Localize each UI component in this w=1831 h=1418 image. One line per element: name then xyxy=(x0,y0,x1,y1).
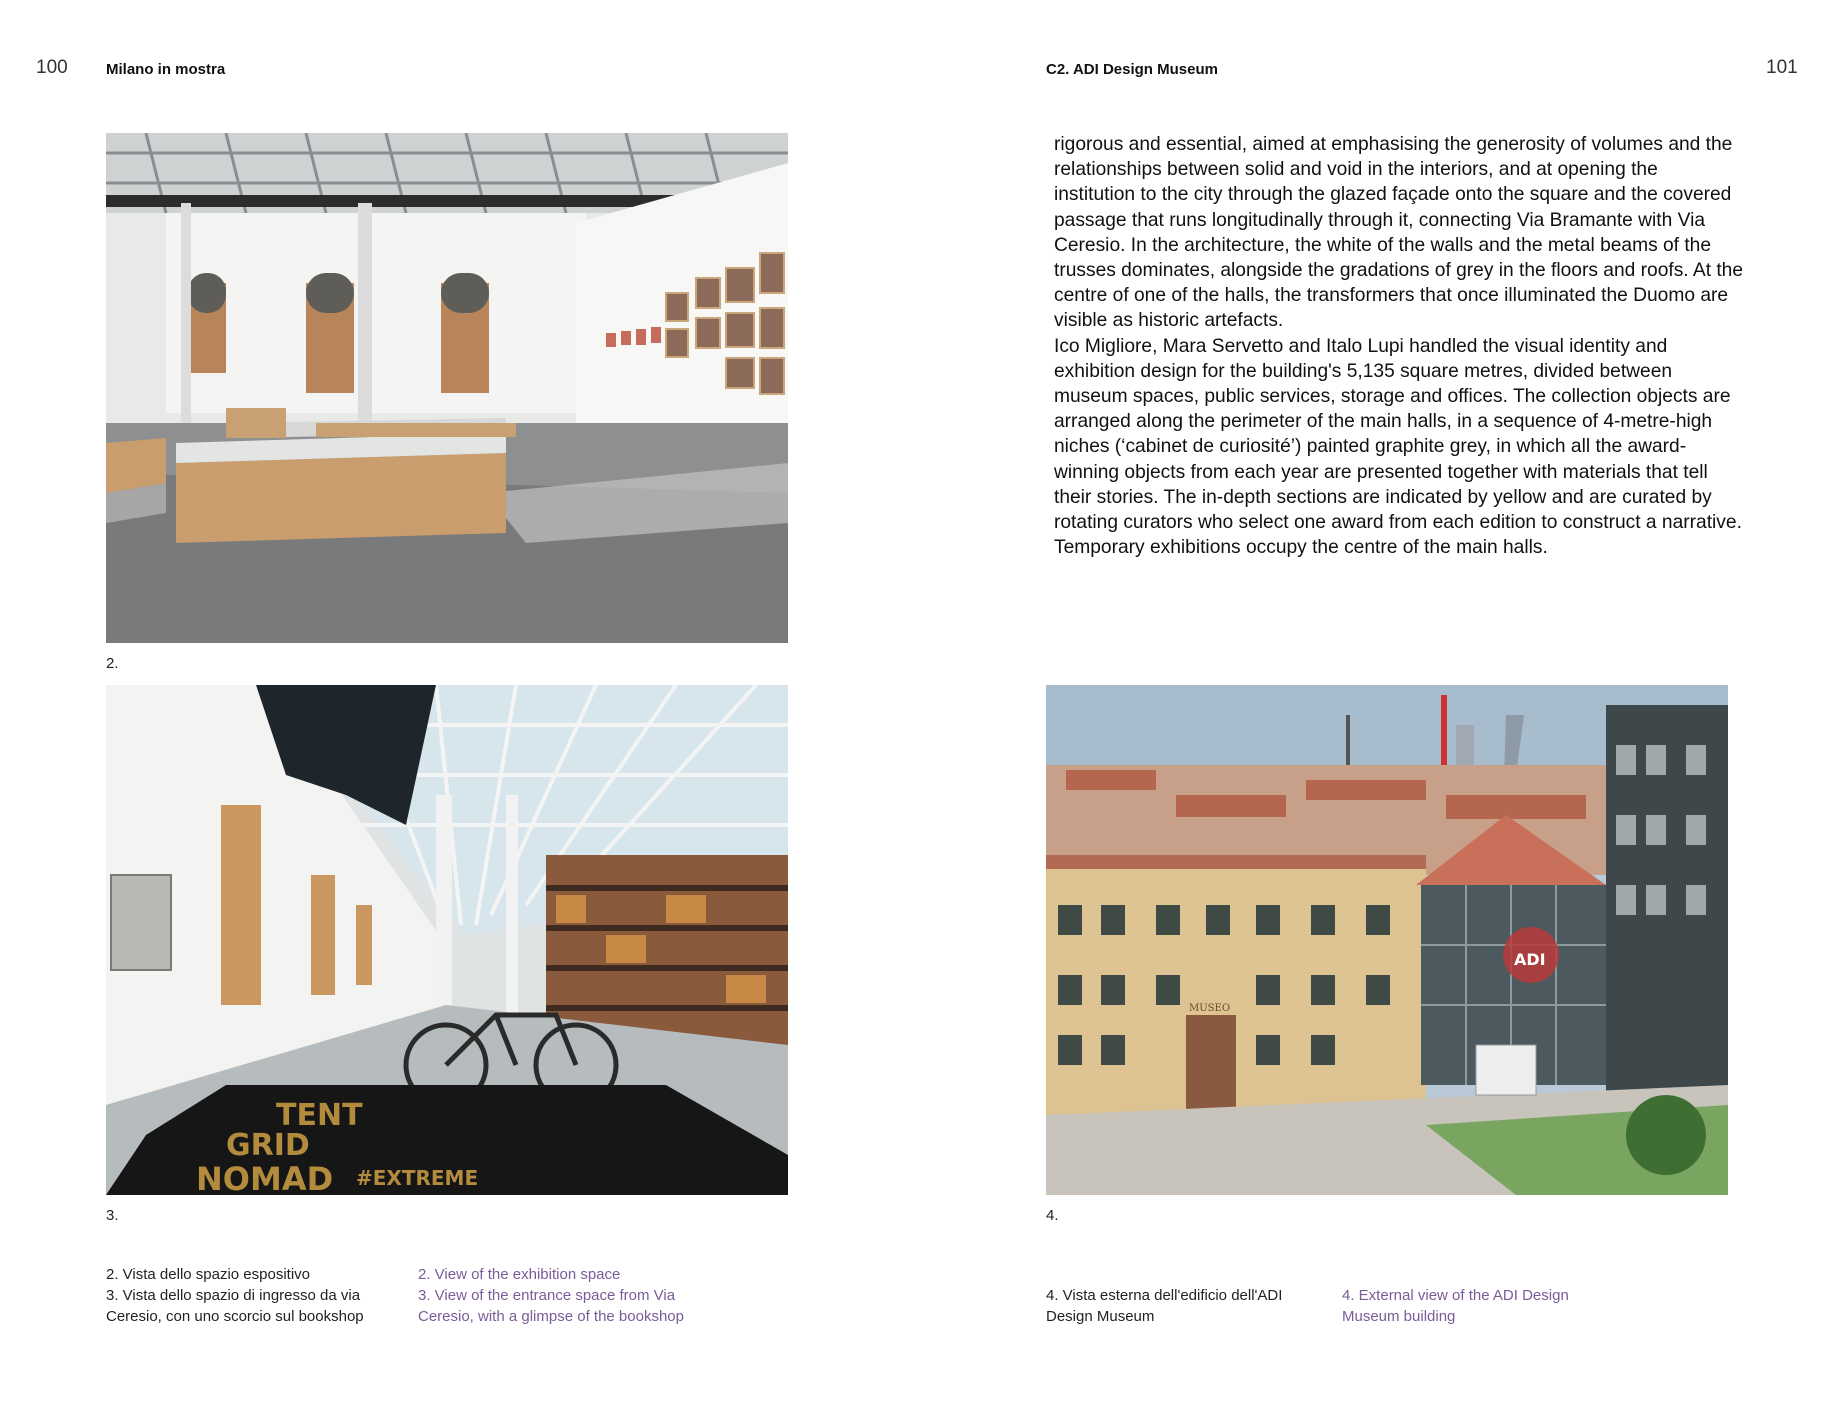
caption-english-right xyxy=(1342,1285,1592,1327)
rug-text-tent: TENT xyxy=(276,1098,363,1133)
paragraph-1: rigorous and essential, aimed at emphasising the generosity of volumes and the relationships between solid and void in the interiors, and at opening the institution to the city through the glazed façade onto the square and the covered passage that runs longitudinally through it, connecting Via Bramante with Via Ceresio. In the architecture, the white of the walls and the metal beams of the trusses dominates, alongside the gradations of grey in the floors and roofs. At the centre of one of the halls, the transformers that once illuminated the Duomo are visible as historic artefacts. xyxy=(1054,134,1744,332)
right-running-head: C2. ADI Design Museum xyxy=(1046,61,1218,78)
caption-en-2: 2. View of the exhibition space xyxy=(418,1266,621,1283)
caption-it-3: 3. Vista dello spazio di ingresso da via Ceresio, con uno scorcio sul bookshop xyxy=(106,1287,364,1325)
right-page-number: 101 xyxy=(1766,57,1798,78)
rug-text-grid: GRID xyxy=(226,1128,310,1163)
museo-sign: MUSEO xyxy=(1189,1003,1231,1014)
figure-4-label: 4. xyxy=(1046,1207,1059,1224)
left-running-head: Milano in mostra xyxy=(106,61,226,78)
rug-text-nomad: NOMAD xyxy=(196,1160,334,1195)
adi-logo-text: ADI xyxy=(1514,950,1546,969)
museum-exterior-photo xyxy=(1046,685,1728,1195)
caption-it-2: 2. Vista dello spazio espositivo xyxy=(106,1266,311,1283)
caption-italian-right xyxy=(1046,1285,1308,1327)
caption-en-4: 4. External view of the ADI Design Museum building xyxy=(1342,1287,1569,1325)
figure-2-label: 2. xyxy=(106,655,119,672)
captions-english-left xyxy=(418,1264,708,1327)
caption-en-3: 3. View of the entrance space from Via Ceresio, with a glimpse of the bookshop xyxy=(418,1287,684,1325)
entrance-passage-photo xyxy=(106,685,788,1195)
figure-3-label: 3. xyxy=(106,1207,119,1224)
captions-italian-left xyxy=(106,1264,378,1327)
paragraph-2: Ico Migliore, Mara Servetto and Italo Lupi handled the visual identity and exhibition design for the building's 5,135 square metres, divided between museum spaces, public services, storage and offices. The collection objects are arranged along the perimeter of the main halls, in a sequence of 4-metre-high niches (‘cabinet de curiosité’) painted graphite grey, in which all the award-winning objects from each year are presented together with materials that tell their stories. The in-depth sections are indicated by yellow and are curated by rotating curators who select one award from each edition to construct a narrative. Temporary exhibitions occupy the centre of the main halls. xyxy=(1054,335,1742,559)
body-text xyxy=(1054,132,1744,560)
exhibition-hall-photo xyxy=(106,133,788,643)
caption-it-4: 4. Vista esterna dell'edificio dell'ADI Design Museum xyxy=(1046,1287,1283,1325)
rug-text-extreme: #EXTREME xyxy=(356,1166,479,1190)
left-page-number: 100 xyxy=(36,57,68,78)
